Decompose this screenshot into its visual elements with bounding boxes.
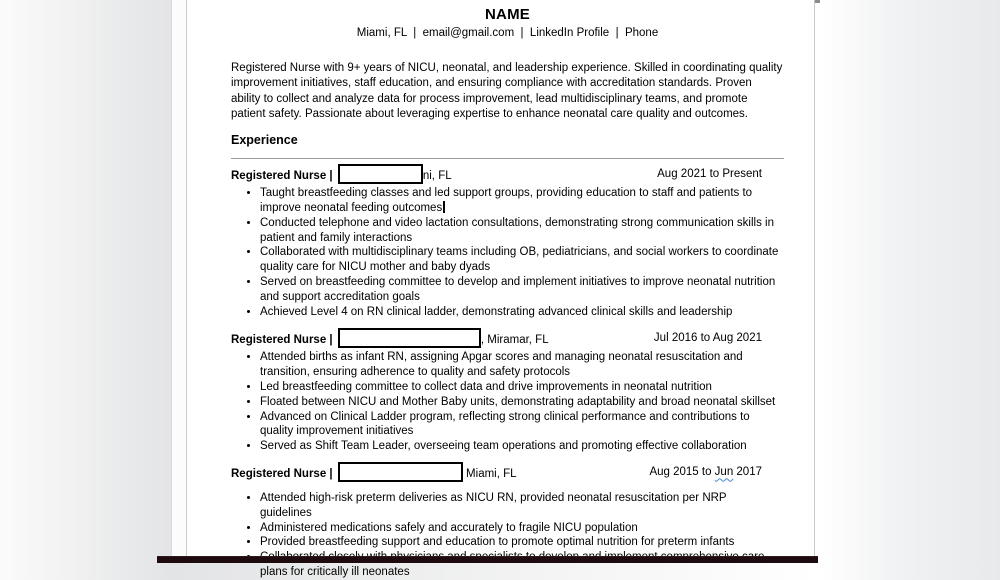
job-bullet-list: [231, 186, 784, 319]
job-header: [231, 327, 784, 348]
bullet-item: • Administered medications safely and accurately to fragile NICU population: [260, 521, 784, 536]
bullet-item: • Led breastfeeding committee to collect data and drive improvements in neonatal nutrition: [260, 380, 784, 395]
bullet-item: • Attended high-risk preterm deliveries as NICU RN, provided neonatal resuscitation per NRP guidelines: [260, 491, 784, 521]
page-edge-strip: [171, 0, 186, 557]
job-location: ni, FL: [422, 169, 452, 182]
bullet-item: • Floated between NICU and Mother Baby units, demonstrating adaptability and broad neonatal skillset: [260, 395, 784, 410]
job-entry-2: [231, 327, 784, 454]
bullet-item: • Advanced on Clinical Ladder program, reflecting strong clinical performance and contributions to quality improvement initiatives: [260, 410, 784, 440]
experience-heading: Experience: [231, 133, 298, 148]
job-title-line: [231, 164, 452, 184]
job-dates: Jul 2016 to Aug 2021: [653, 331, 762, 344]
job-entry-1: [231, 163, 784, 319]
redaction-box[interactable]: [338, 164, 423, 184]
job-location: Miami, FL: [462, 468, 517, 481]
job-location: , Miramar, FL: [480, 333, 549, 346]
dates-prefix: Aug 2015 to: [649, 466, 715, 479]
job-bullet-list: [231, 350, 784, 454]
bullet-item: • Collaborated with multidisciplinary teams including OB, pediatricians, and social workers to coordinate quality care for NICU mother and baby dyads: [260, 245, 784, 275]
contact-line: Miami, FL | email@gmail.com | LinkedIn Profile | Phone: [356, 27, 659, 39]
job-dates: [649, 466, 762, 478]
job-title-line: [231, 328, 549, 348]
page-title: NAME: [485, 6, 530, 23]
resume-page[interactable]: [186, 0, 815, 578]
bullet-item: • Conducted telephone and video lactation consultations, demonstrating strong communication skills in patient and family interactions: [260, 216, 784, 246]
bullet-item: • Provided breastfeeding support and education to promote optimal nutrition for preterm infants: [260, 535, 784, 550]
job-title: Registered Nurse |: [231, 468, 333, 481]
resume-content: [187, 0, 814, 580]
job-title: Registered Nurse |: [231, 333, 333, 346]
dates-suffix: 2017: [733, 466, 762, 479]
job-bullet-list: [231, 491, 784, 580]
bullet-item: [260, 186, 784, 216]
bullet-text: Taught breastfeeding classes and led support groups, providing education to staff and patients to improve neonatal feeding outcomes: [260, 187, 753, 214]
job-header: [231, 163, 784, 184]
bullet-item: • Served as Shift Team Leader, overseeing team operations and promoting effective collaboration: [260, 439, 784, 454]
job-title-line: [231, 462, 517, 482]
job-dates: Aug 2021 to Present: [657, 167, 762, 180]
bottom-frame-bar: [157, 556, 818, 563]
redaction-box[interactable]: [338, 328, 481, 348]
job-header: [231, 462, 784, 483]
bullet-item: • plans for critically ill neonates: [260, 550, 784, 580]
bullet-item: • Achieved Level 4 on RN clinical ladder, demonstrating advanced clinical skills and leadership: [260, 305, 784, 320]
bullet-item: • Attended births as infant RN, assigning Apgar scores and managing neonatal resuscitation and transition, ensuring adherence to quality and safety protocols: [260, 350, 784, 380]
spellcheck-flagged-word: Jun: [714, 466, 734, 479]
bullet-item: • Served on breastfeeding committee to develop and implement initiatives to improve neonatal nutrition and support accreditation goals: [260, 275, 784, 305]
summary-paragraph: Registered Nurse with 9+ years of NICU, neonatal, and leadership experience. Skilled in coordinating quality improvement initiatives, staff education, and ensuring compliance with accreditation standards. Proven ability to collect and analyze data for process improvement, lead multidisciplinary teams, and promote patient safety. Passionate about leveraging expertise to enhance neonatal care quality and outcomes.: [231, 62, 783, 120]
text-cursor: [443, 201, 445, 213]
section-divider: [231, 158, 784, 159]
job-title: Registered Nurse |: [231, 169, 333, 182]
redaction-box[interactable]: [338, 462, 463, 482]
